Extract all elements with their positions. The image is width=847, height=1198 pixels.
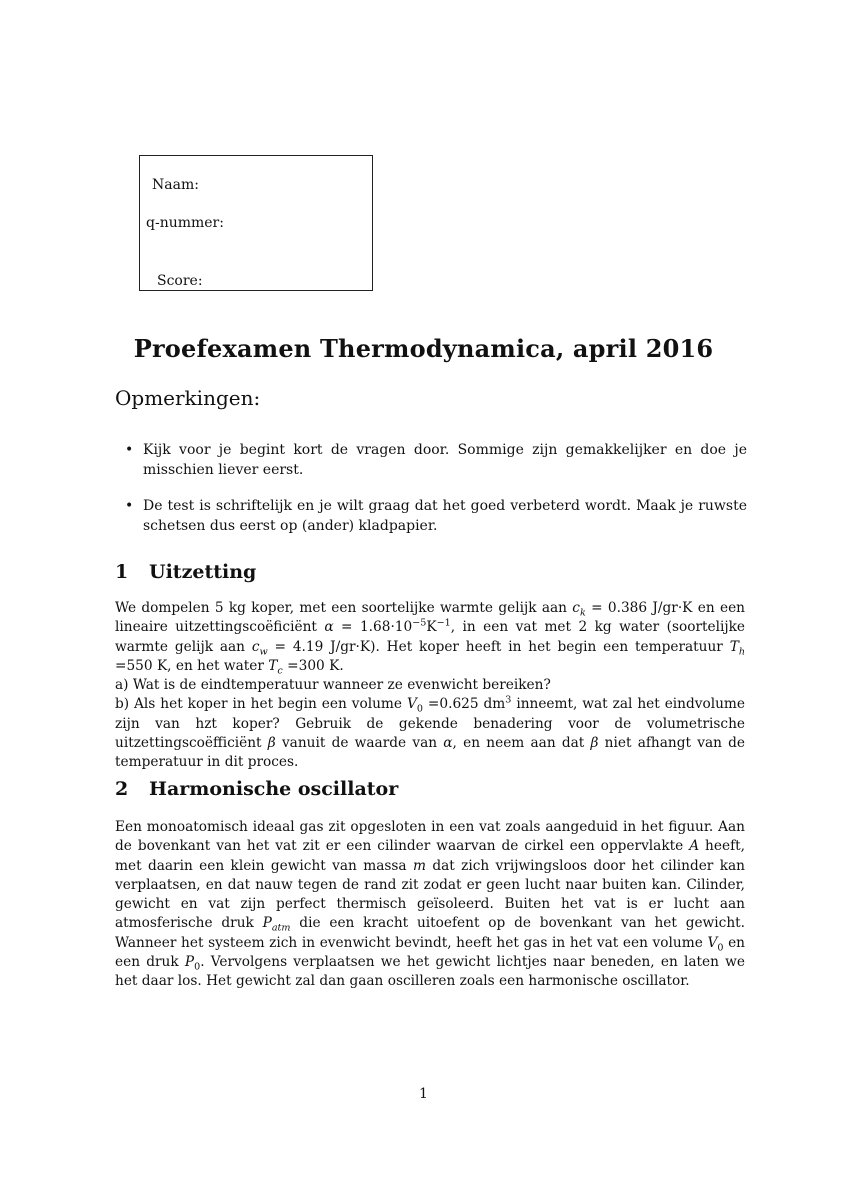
- question-b: b) Als het koper in het begin een volume $V_0 =0.625$ $dm^3$ inneemt, wat zal het eindvolume zijn van hzt koper? Gebruik de gekende benadering voor de volumetrische uitzettingscoëfficiënt β vanuit de waarde van α, en neem aan dat β niet afhangt van de temperatuur in dit proces.: [115, 694, 746, 771]
- remarks-list: [115, 440, 747, 552]
- remarks-heading: Opmerkingen:: [115, 386, 261, 410]
- section-1-number: 1: [115, 561, 129, 583]
- section-2-title: Harmonische oscillator: [149, 778, 399, 800]
- section-1-problem-text: We dompelen 5 kg koper, met een soortelijke warmte gelijk aan $c_k = 0.386$ J/gr·K en een lineaire uitzettingscoëficiënt $\alpha = 1.68\cdot 10^{-5}K^{-1}$, in een vat met 2 kg water (soortelijke warmte gelijk aan $c_w = 4.19$ J/gr·K). Het koper heeft in het begin een temperatuur $T_h =550$ K, en het water $T_c =300$ K.: [115, 600, 746, 677]
- qnumber-label: q-nummer:: [146, 215, 224, 231]
- remark-item: • Kijk voor je begint kort de vragen door. Sommige zijn gemakkelijker en doe je misschien liever eerst.: [115, 440, 747, 480]
- section-1-title: Uitzetting: [149, 561, 257, 583]
- section-2-number: 2: [115, 778, 129, 800]
- student-info-box: [139, 155, 373, 291]
- name-label: Naam:: [152, 177, 199, 193]
- section-1-body: [115, 599, 745, 773]
- section-2-body: [115, 818, 745, 992]
- question-a: a) Wat is de eindtemperatuur wanneer ze evenwicht bereiken?: [115, 677, 551, 694]
- section-2-heading: [115, 778, 398, 800]
- score-label: Score:: [157, 273, 203, 289]
- page-title: Proefexamen Thermodynamica, april 2016: [133, 334, 714, 363]
- section-2-problem-text: Een monoatomisch ideaal gas zit opgesloten in een vat zoals aangeduid in het figuur. Aan de bovenkant van het vat zit er een cilinder waarvan de cirkel een oppervlakte A heeft, met daarin een klein gewicht van massa m dat zich vrijwingsloos door het cilinder kan verplaatsen, en dat nauw tegen de rand zit zodat er geen lucht naar buiten kan. Cilinder, gewicht en vat zijn perfect thermisch geïsoleerd. Buiten het vat is er lucht aan atmosferische druk $P_{atm}$ die een kracht uitoefent op de bovenkant van het gewicht. Wanneer het systeem zich in evenwicht bevindt, heeft het gas in het vat een volume $V_0$ en een druk $P_0$. Vervolgens verplaatsen we het gewicht lichtjes naar beneden, en laten we het daar los. Het gewicht zal dan gaan oscilleren zoals een harmonische oscillator.: [115, 819, 745, 990]
- remark-item: • De test is schriftelijk en je wilt graag dat het goed verbeterd wordt. Maak je ruwste schetsen dus eerst op (ander) kladpapier.: [115, 496, 747, 536]
- page-number: 1: [419, 1086, 428, 1102]
- section-1-heading: [115, 561, 256, 583]
